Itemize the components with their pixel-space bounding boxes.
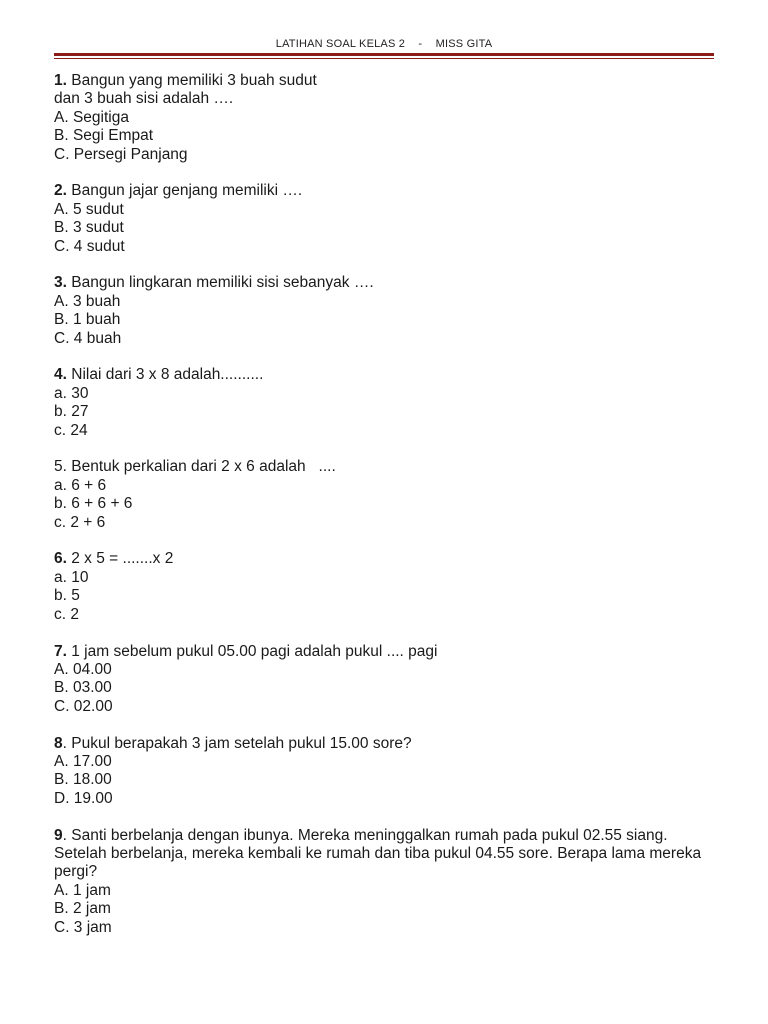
question-text: Nilai dari 3 x 8 adalah.......... bbox=[71, 366, 264, 384]
answer-option: B. 3 sudut bbox=[54, 219, 124, 237]
question-text: 2 x 5 = .......x 2 bbox=[71, 550, 174, 568]
question-number: 4. bbox=[54, 366, 67, 384]
question-text: . Pukul berapakah 3 jam setelah pukul 15.00 sore? bbox=[62, 734, 412, 752]
header-rule-thick bbox=[54, 53, 714, 56]
header-teacher: MISS GITA bbox=[435, 38, 493, 50]
question-text-continued: dan 3 buah sisi adalah …. bbox=[54, 90, 234, 108]
answer-option: b. 5 bbox=[54, 587, 80, 605]
answer-option: a. 30 bbox=[54, 384, 89, 402]
answer-option: B. 1 buah bbox=[54, 311, 121, 329]
answer-option: a. 6 + 6 bbox=[54, 476, 107, 494]
answer-option: B. 2 jam bbox=[54, 900, 111, 918]
answer-option: A. 3 buah bbox=[54, 292, 121, 310]
question-4 bbox=[54, 366, 714, 440]
question-8 bbox=[54, 735, 714, 809]
answer-option: B. Segi Empat bbox=[54, 127, 154, 145]
answer-option: C. 4 buah bbox=[54, 329, 122, 347]
question-text: Bangun lingkaran memiliki sisi sebanyak …. bbox=[71, 274, 374, 292]
question-text: Bangun jajar genjang memiliki …. bbox=[71, 182, 303, 200]
answer-option: C. 4 sudut bbox=[54, 237, 125, 255]
answer-option: D. 19.00 bbox=[54, 789, 113, 807]
question-number: 8 bbox=[54, 734, 63, 752]
question-number: 1. bbox=[54, 72, 67, 89]
header-title: LATIHAN SOAL KELAS 2 bbox=[275, 38, 406, 50]
header-separator: - bbox=[418, 38, 423, 50]
answer-option: c. 24 bbox=[54, 421, 88, 439]
question-list bbox=[54, 72, 714, 955]
header-rule-thin bbox=[54, 58, 714, 59]
question-5 bbox=[54, 458, 714, 532]
question-1 bbox=[54, 72, 714, 164]
answer-option: A. 04.00 bbox=[54, 660, 112, 678]
answer-option: b. 6 + 6 + 6 bbox=[54, 495, 133, 513]
answer-option: B. 03.00 bbox=[54, 679, 112, 697]
question-2 bbox=[54, 182, 714, 256]
answer-option: A. 1 jam bbox=[54, 881, 111, 899]
question-text: 1 jam sebelum pukul 05.00 pagi adalah pukul .... pagi bbox=[71, 642, 438, 660]
question-3 bbox=[54, 274, 714, 348]
answer-option: a. 10 bbox=[54, 568, 89, 586]
answer-option: A. 5 sudut bbox=[54, 200, 124, 218]
question-7 bbox=[54, 643, 714, 717]
question-6 bbox=[54, 550, 714, 624]
question-text: . Santi berbelanja dengan ibunya. Mereka meninggalkan rumah pada pukul 02.55 siang. Setelah berbelanja, mereka kembali ke rumah dan tiba pukul 04.55 sore. Berapa lama mereka pergi? bbox=[54, 826, 702, 881]
answer-option: C. 02.00 bbox=[54, 697, 113, 715]
question-number: 2. bbox=[54, 182, 67, 200]
answer-option: b. 27 bbox=[54, 403, 89, 421]
answer-option: B. 18.00 bbox=[54, 771, 112, 789]
answer-option: A. Segitiga bbox=[54, 108, 129, 126]
answer-option: A. 17.00 bbox=[54, 752, 112, 770]
question-number: 7. bbox=[54, 642, 67, 660]
answer-option: C. Persegi Panjang bbox=[54, 145, 188, 163]
question-number: 6. bbox=[54, 550, 67, 568]
question-9 bbox=[54, 827, 714, 937]
answer-option: C. 3 jam bbox=[54, 918, 112, 936]
answer-option: c. 2 bbox=[54, 605, 79, 623]
page-header bbox=[0, 38, 768, 50]
answer-option: c. 2 + 6 bbox=[54, 513, 106, 531]
question-number: 3. bbox=[54, 274, 67, 292]
question-number: 5. bbox=[54, 458, 67, 476]
question-number: 9 bbox=[54, 826, 63, 844]
question-text: Bentuk perkalian dari 2 x 6 adalah .... bbox=[71, 458, 336, 476]
question-text: Bangun yang memiliki 3 buah sudut bbox=[71, 72, 317, 89]
